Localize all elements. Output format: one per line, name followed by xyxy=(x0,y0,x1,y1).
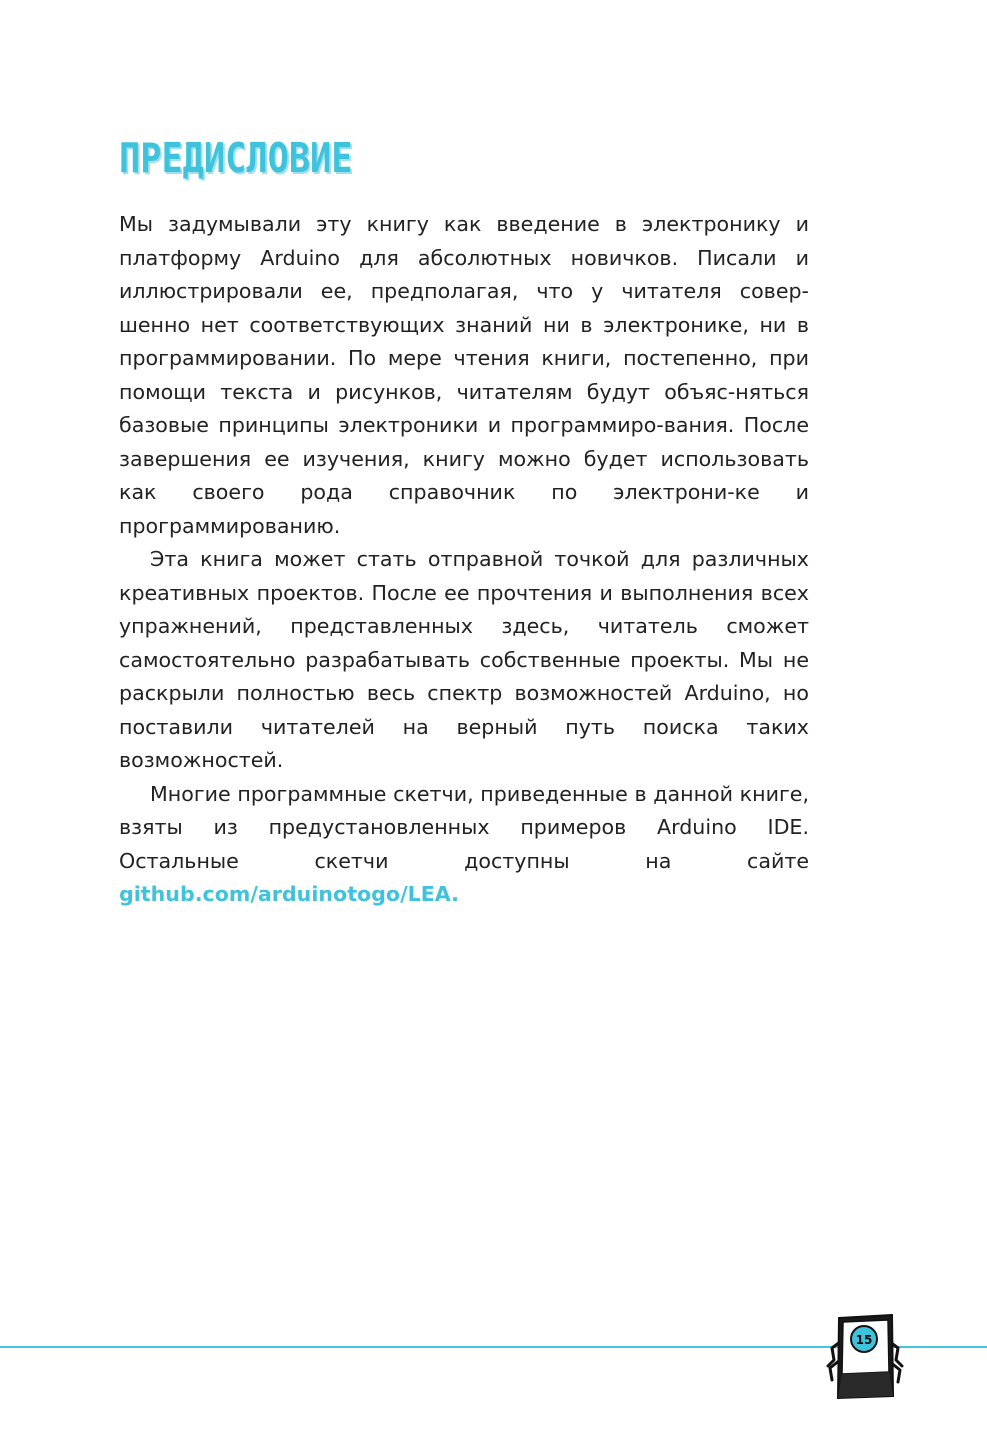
chip-robot-icon xyxy=(826,1312,904,1402)
paragraph-3-text: Многие программные скетчи, приведенные в данной книге, взяты из предустановленных примеров Arduino IDE. Остальные скетчи доступны на сайте xyxy=(119,781,809,873)
body-text xyxy=(119,208,809,912)
paragraph-2: Эта книга может стать отправной точкой для различных креативных проектов. После ее прочтения и выполнения всех упражнений, представленных здесь, читатель сможет самостоятельно разрабатывать собственные проекты. Мы не раскрыли полностью весь спектр возможностей Arduino, но поставили читателей на верный путь поиска таких возможностей. xyxy=(119,547,809,772)
page-title: ПРЕДИСЛОВИЕ xyxy=(119,134,353,182)
page-number: 15 xyxy=(855,1333,873,1347)
paragraph-3 xyxy=(119,778,809,912)
github-link[interactable]: github.com/arduinotogo/LEA. xyxy=(119,882,459,906)
paragraph-1: Мы задумывали эту книгу как введение в электронику и платформу Arduino для абсолютных новичков. Писали и иллюстрировали ее, предполагая, что у читателя совер-шенно нет соответствующих знаний ни в электронике, ни в программировании. По мере чтения книги, постепенно, при помощи текста и рисунков, читателям будут объяс-няться базовые принципы электроники и программиро-вания. После завершения ее изучения, книгу можно будет использовать как своего рода справочник по электрони-ке и программированию. xyxy=(119,212,809,538)
